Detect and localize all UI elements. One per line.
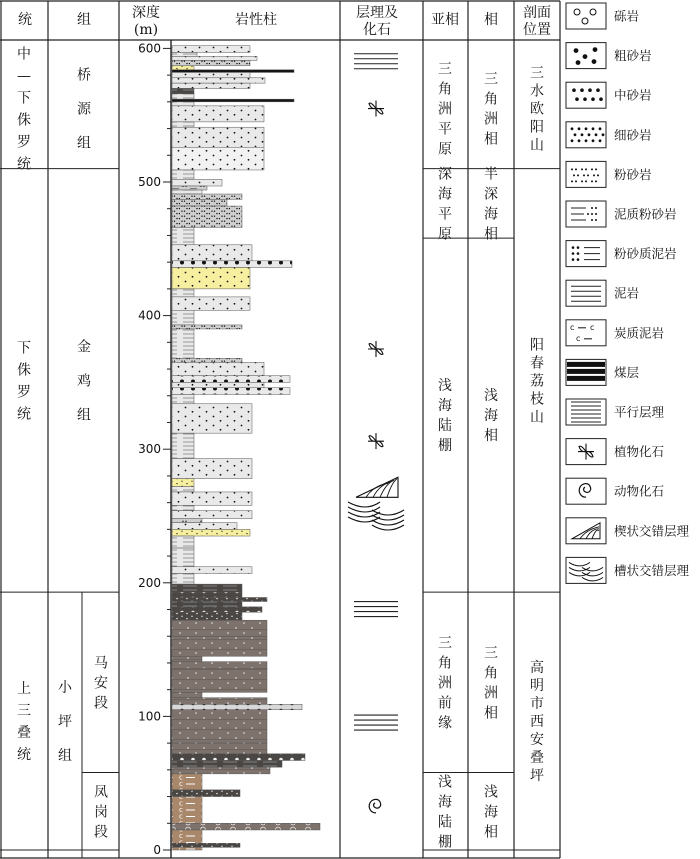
- layer-mud: [172, 94, 194, 99]
- group-label: 桥源组: [77, 67, 91, 152]
- layer-dark_mud: [172, 584, 242, 592]
- layer-brown_sand: [172, 662, 267, 669]
- structure-parallel-icon: [354, 54, 398, 69]
- layer-fine_sand: [172, 523, 237, 530]
- layer-mud: [172, 487, 194, 492]
- layer-mud: [172, 170, 194, 179]
- layer-fine_sand: [172, 83, 250, 88]
- layer-brown_sand: [172, 620, 267, 636]
- layer-mud: [172, 102, 194, 106]
- legend-item-muddy_silt: [566, 201, 677, 227]
- layer-fine_sand: [172, 567, 252, 574]
- header-subfacies: 亚相: [431, 12, 459, 28]
- header-series: 统: [18, 12, 32, 28]
- depth-tick-label: 300: [138, 442, 161, 457]
- group-label: 金鸡组: [77, 339, 91, 424]
- legend-label: 砾岩: [614, 8, 640, 24]
- layer-silt: [172, 194, 242, 199]
- legend: [566, 3, 690, 583]
- legend-item-animal: [566, 478, 664, 504]
- member-label: 马安段: [94, 655, 108, 712]
- layer-fine_sand: [172, 459, 252, 479]
- legend-label: 粗砂岩: [614, 48, 652, 64]
- layer-dark_mud: [172, 760, 282, 767]
- layer-fine_sand: [172, 404, 252, 433]
- layer-fine_sand: [172, 511, 252, 519]
- layer-silty_mud: [172, 519, 202, 523]
- layer-fine_sand: [172, 245, 252, 261]
- series-label: 上三叠统: [17, 681, 31, 764]
- layer-silt: [172, 206, 242, 227]
- legend-item-conglomerate: [566, 3, 639, 29]
- legend-item-fine_sand: [566, 122, 652, 148]
- structure-animal-icon: [369, 799, 380, 813]
- depth-tick-label: 500: [138, 175, 161, 189]
- legend-label: 中砂岩: [614, 87, 652, 103]
- layer-dark_coarse: [172, 754, 305, 761]
- structure-trough-icon: [348, 502, 404, 530]
- series-label: 中—下侏罗统: [17, 46, 31, 173]
- depth-axis: [138, 40, 171, 858]
- structure-plant-icon: [368, 101, 384, 117]
- layer-brown_sand: [172, 698, 267, 705]
- layer-brown_sand: [172, 656, 202, 661]
- structure-plant-icon: [368, 433, 384, 449]
- unit-columns: [0, 46, 560, 858]
- legend-label: 炭质泥岩: [614, 325, 665, 341]
- layer-coal: [172, 70, 294, 73]
- legend-label: 平行层理: [614, 404, 665, 420]
- layer-silt: [172, 199, 227, 206]
- layer-mud: [172, 227, 194, 244]
- depth-tick-label: 0: [153, 843, 161, 857]
- layer-mud: [172, 505, 194, 510]
- legend-label: 粉砂质泥岩: [614, 246, 677, 262]
- table-headers: [18, 4, 551, 38]
- legend-label: 槽状交错层理: [614, 562, 690, 578]
- header-structure-2: 化石: [363, 22, 391, 38]
- layer-dark_mud: [172, 88, 194, 93]
- section-label: 阳春荔枝山: [530, 337, 544, 426]
- legend-item-carb_mud: [566, 320, 664, 346]
- layer-mud: [172, 289, 194, 297]
- structure-wedge-icon: [356, 477, 398, 497]
- layer-mud: [172, 433, 194, 458]
- layer-fine_sand: [172, 362, 264, 375]
- layer-dark_coarse: [172, 607, 262, 612]
- legend-item-plant: [566, 439, 664, 465]
- layer-carb_mud: [172, 847, 202, 850]
- depth-tick-label: 400: [138, 308, 161, 323]
- layer-fine_sand: [172, 492, 252, 505]
- layer-coal: [172, 99, 294, 102]
- layer-mud: [172, 52, 197, 56]
- legend-label: 泥质粉砂岩: [614, 206, 677, 222]
- layer-brown_sand: [172, 710, 267, 743]
- structure-parallel-icon: [354, 602, 398, 617]
- layer-mud: [172, 329, 194, 358]
- layer-brown_sand: [172, 636, 267, 656]
- series-label: 下侏罗统: [17, 340, 31, 423]
- subfacies-label: 浅海陆棚: [438, 378, 452, 455]
- layer-fine_sand: [172, 382, 264, 387]
- legend-item-medium_sand: [566, 82, 652, 108]
- layer-fine_sand: [172, 78, 265, 83]
- subfacies-label: 三角洲前缘: [438, 635, 452, 732]
- svg-text:c: c: [590, 322, 595, 332]
- svg-text:c: c: [576, 333, 581, 343]
- layer-mud: [172, 536, 194, 548]
- depth-tick-label: 600: [138, 41, 161, 56]
- facies-label: 半深海相: [484, 166, 498, 243]
- layer-carb_mud: [172, 830, 202, 843]
- layer-yellow_silt: [172, 479, 194, 487]
- layer-carb_mud: [172, 797, 202, 824]
- layer-carb_mud: [172, 774, 202, 790]
- section-label: 高明市西安叠坪: [530, 660, 544, 785]
- legend-item-mud: [566, 280, 639, 306]
- header-section: 剖面: [523, 5, 551, 21]
- layer-silt: [172, 325, 242, 329]
- layer-silty_mud: [172, 186, 207, 190]
- layer-white: [172, 147, 264, 170]
- layer-yellow_sand: [172, 268, 250, 289]
- layer-mud: [172, 310, 194, 325]
- layer-brown_sand: [172, 743, 267, 754]
- header-section-2: 位置: [523, 22, 551, 38]
- layer-fine_sand: [172, 56, 257, 60]
- layer-yellow_silt: [172, 529, 250, 536]
- legend-item-silt: [566, 161, 652, 187]
- layer-brown_sand: [172, 692, 202, 697]
- header-depth: 深度: [132, 5, 160, 21]
- legend-item-trough: [566, 557, 690, 583]
- legend-label: 动物化石: [614, 483, 665, 499]
- layer-dark_mud: [172, 602, 242, 607]
- section-label: 三水欧阳山: [530, 65, 544, 154]
- layer-silt: [172, 60, 250, 65]
- group-label: 小坪组: [58, 680, 72, 765]
- structure-parallel-icon: [354, 715, 398, 730]
- legend-item-parallel: [566, 399, 665, 425]
- legend-label: 泥岩: [614, 285, 640, 301]
- legend-label: 粉砂岩: [614, 166, 652, 182]
- header-group: 组: [77, 12, 91, 28]
- layer-dark_silt: [172, 843, 240, 847]
- layer-coarse_sand: [172, 388, 290, 395]
- subfacies-label: 浅海陆棚: [438, 774, 452, 851]
- layer-coarse_sand: [172, 376, 290, 383]
- legend-label: 细砂岩: [614, 127, 652, 143]
- structure-plant-icon: [368, 341, 384, 357]
- layer-brown_sand: [172, 668, 267, 692]
- legend-item-coarse_sand: [566, 43, 652, 69]
- layer-fine_sand: [172, 72, 250, 77]
- layer-dark_silt: [172, 790, 240, 797]
- subfacies-label: 深海平原: [438, 166, 452, 243]
- header-structure: 层理及: [356, 5, 398, 21]
- legend-label: 楔状交错层理: [614, 523, 690, 539]
- layer-fine_sand: [172, 297, 250, 310]
- layer-fine_sand: [172, 106, 264, 122]
- legend-label: 植物化石: [614, 444, 665, 460]
- layer-yellow_silt: [172, 66, 194, 70]
- lithology-layers: [172, 46, 320, 850]
- depth-tick-label: 200: [138, 575, 161, 590]
- layer-dark_silt: [172, 612, 242, 620]
- structures-fossils: [348, 54, 404, 813]
- member-label: 凤岗段: [94, 784, 108, 841]
- layer-gray_coarse: [172, 704, 302, 709]
- header-lithology: 岩性柱: [235, 12, 277, 28]
- layer-mud: [172, 122, 194, 127]
- layer-dark_coarse: [172, 592, 242, 597]
- facies-label: 浅海相: [484, 784, 498, 841]
- layer-fine_sand: [172, 46, 250, 53]
- legend-label: 煤层: [614, 364, 640, 380]
- subfacies-label: 三角洲平原: [438, 61, 452, 158]
- layer-mud: [172, 573, 194, 584]
- legend-item-wedge: [566, 518, 690, 544]
- layer-brown_sand: [172, 767, 270, 774]
- layer-dark_silt: [172, 597, 267, 601]
- table-grid: [0, 1, 560, 858]
- legend-item-coal: [566, 359, 640, 385]
- layer-coarse_sand: [172, 261, 292, 268]
- header-facies: 相: [484, 12, 498, 28]
- layer-conglomerate: [172, 823, 320, 830]
- layer-mud: [172, 548, 194, 567]
- facies-label: 三角洲相: [484, 645, 498, 722]
- header-depth-unit: (m): [133, 22, 159, 38]
- layer-mud: [172, 190, 202, 194]
- layer-fine_sand: [172, 127, 264, 147]
- layer-fine_sand: [172, 179, 222, 186]
- svg-text:c: c: [570, 322, 575, 332]
- depth-tick-label: 100: [138, 709, 161, 724]
- facies-label: 三角洲相: [484, 71, 498, 148]
- legend-item-silty_mud: [566, 241, 677, 267]
- layer-mud: [172, 394, 194, 403]
- layer-silt: [172, 358, 242, 362]
- facies-label: 浅海相: [484, 388, 498, 445]
